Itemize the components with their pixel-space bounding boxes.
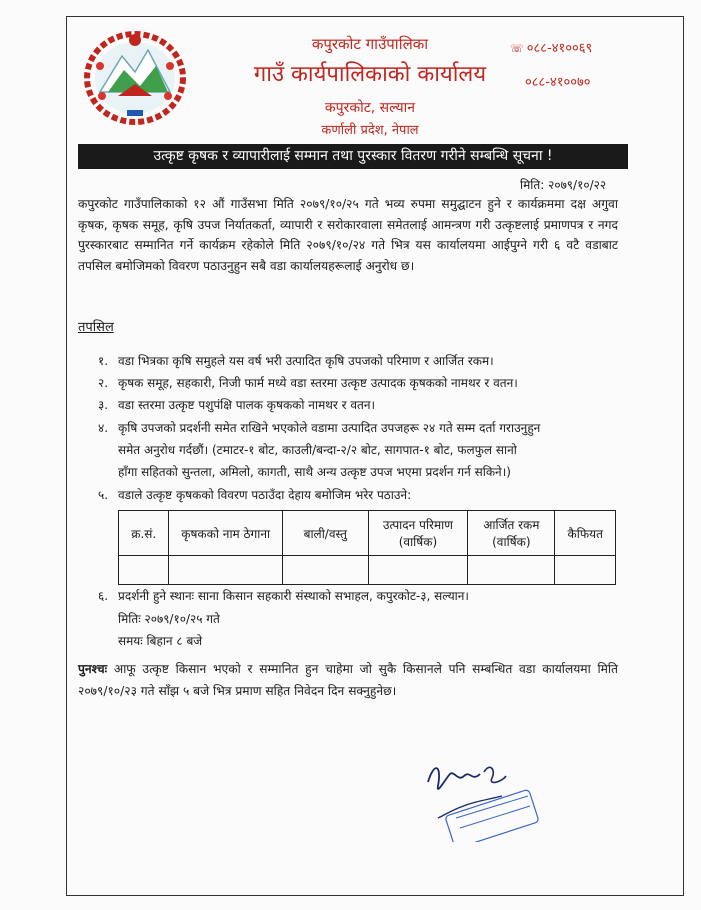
list-item-number: ३. <box>98 398 109 412</box>
list-item <box>98 586 618 606</box>
table-header-cell: कैफियत <box>555 511 616 556</box>
list-item <box>98 373 618 393</box>
table-cell <box>169 556 283 585</box>
table-header-cell: कृषकको नाम ठेगाना <box>169 511 283 556</box>
table-row <box>119 556 616 585</box>
list-item-continuation: हाँगा सहितको सुन्तला, अमिलो, कागती, साथै अन्य उत्कृष्ट उपज भएमा प्रदर्शन गर्न सकिने।) <box>118 465 511 479</box>
list-item-text: कृषि उपजको प्रदर्शनी समेत राखिने भएकोले वडामा उत्पादित उपजहरू २४ गते सम्म दर्ता गराउनुहुन <box>118 421 541 435</box>
table-cell <box>282 556 368 585</box>
list-item-continuation: समेत अनुरोध गर्दछौं। (टमाटर-१ बोट, काउली/बन्दा-२/२ बोट, सागपात-१ बोट, फलफुल सानो <box>118 443 517 457</box>
table-header-cell: क्र.सं. <box>119 511 169 556</box>
office-location: कपुरकोट, सल्यान <box>324 100 416 116</box>
ward-details-table <box>118 510 616 585</box>
list-item <box>98 418 618 438</box>
list-item-number: ४. <box>98 421 109 435</box>
list-item <box>98 485 618 505</box>
exhibition-time: समयः बिहान ८ बजे <box>118 634 203 648</box>
phone-number-2: ०८८-४१००७० <box>525 75 591 90</box>
list-item-text: वडा स्तरमा उत्कृष्ट पशुपंक्षि पालक कृषकको नामथर र वतन। <box>118 398 376 412</box>
phone-icon: ☏ <box>510 42 524 55</box>
table-cell <box>555 556 616 585</box>
signature-stamp-icon <box>420 752 540 842</box>
exhibition-date: मितिः २०७९/१०/२५ गते <box>118 612 220 626</box>
list-item-text: वडा भित्रका कृषि समुहले यस वर्ष भरी उत्पादित कृषि उपजको परिमाण र आर्जित रकम। <box>118 354 494 368</box>
office-title: गाउँ कार्यपालिकाको कार्यालय <box>253 62 487 87</box>
table-header-row <box>119 511 616 556</box>
table-header-cell: आर्जित रकम (वार्षिक) <box>468 511 555 556</box>
phone-number-1 <box>510 38 592 56</box>
postscript-text: आफू उत्कृष्ट किसान भएको र सम्मानित हुन चाहेमा जो सुकै किसानले पनि सम्बन्धित वडा कार्यालयमा मिति २०७९/१०/२३ गते साँझ ५ बजे भित्र प्रमाण सहित निवेदन दिन सक्नुहुनेछ। <box>78 662 618 698</box>
nepal-emblem-icon <box>80 26 190 126</box>
list-item-text: वडाले उत्कृष्ट कृषकको विवरण पठाउँदा देहाय बमोजिम भरेर पठाउने: <box>118 488 412 502</box>
notice-title: उत्कृष्ट कृषक र व्यापारीलाई सम्मान तथा पुरस्कार वितरण गरीने सम्बन्धि सूचना ! <box>78 144 628 169</box>
list-item <box>98 395 618 415</box>
table-header-cell: बाली/वस्तु <box>282 511 368 556</box>
table-cell <box>368 556 468 585</box>
postscript-label: पुनश्चः <box>78 662 108 676</box>
table-header-cell: उत्पादन परिमाण (वार्षिक) <box>368 511 468 556</box>
postscript <box>78 658 618 702</box>
phone-number-1-text: ०८८-४१००६९ <box>526 41 593 56</box>
list-item-number: १. <box>98 354 109 368</box>
notice-intro: कपुरकोट गाउँपालिकाको १२ औं गाउँसभा मिति २०७९/१०/२५ गते भव्य रुपमा समुद्घाटन हुने र कार्यक्रममा दक्ष अगुवा कृषक, कृषक समूह, कृषि उपज निर्यातकर्ता, व्यापारी र सरोकारवाला समेतलाई आमन्त्रण गरी उत्कृष्टलाई प्रमाणपत्र र नगद पुरस्कारबाट सम्मानित गर्ने कार्यक्रम रहेकोले मिति २०७९/१०/२४ गते भित्र यस कार्यालयमा आईपुग्ने गरी ६ वटै वडाबाट तपसिल बमोजिमको विवरण पठाउनुहुन सबै वडा कार्यालयहरूलाई अनुरोध छ। <box>78 197 618 273</box>
list-item <box>98 351 618 371</box>
table-cell <box>119 556 169 585</box>
list-item-number: ६. <box>98 589 109 603</box>
notice-date: मिति: २०७९/१०/२२ <box>520 178 607 192</box>
list-item-number: ५. <box>98 488 109 502</box>
table-cell <box>468 556 555 585</box>
section-heading: तपसिल <box>78 320 114 335</box>
list-item-text: कृषक समूह, सहकारी, निजी फार्म मध्ये वडा स्तरमा उत्कृष्ट उत्पादक कृषकको नामथर र वतन। <box>118 376 518 390</box>
office-province: कर्णाली प्रदेश, नेपाल <box>321 123 419 138</box>
municipality-name: कपुरकोट गाउँपालिका <box>311 35 429 53</box>
list-item-number: २. <box>98 376 109 390</box>
list-item-text: प्रदर्शनी हुने स्थानः साना किसान सहकारी संस्थाको सभाहल, कपुरकोट-३, सल्यान। <box>118 589 469 603</box>
